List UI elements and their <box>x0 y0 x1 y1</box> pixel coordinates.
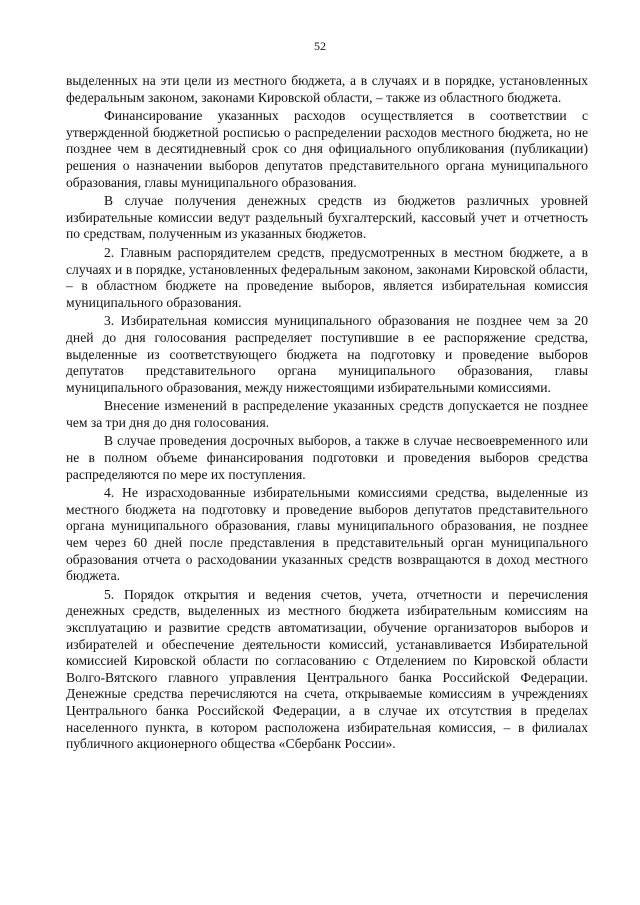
page-number: 52 <box>314 39 326 53</box>
paragraph-continuation: выделенных на эти цели из местного бюджета, а в случаях и в порядке, установленных федеральным законом, законами Кировской области, – также из областного бюджета. <box>66 73 588 105</box>
paragraph-item-4: 4. Не израсходованные избирательными комиссиями средства, выделенные из местного бюджета на подготовку и проведение выборов депутатов представительного органа муниципального образования, главы муниципального образования, не позднее чем через 60 дней после представления в представительный орган муниципального образования отчета о расходовании указанных средств возвращаются в доход местного бюджета. <box>66 485 588 584</box>
paragraph-item-5: 5. Порядок открытия и ведения счетов, учета, отчетности и перечисления денежных средств, выделенных из местного бюджета избирательным комиссиям на эксплуатацию и развитие средств автоматизации, обучение организаторов выборов и избирателей и обеспечение деятельности комиссий, устанавливается Избирательной комиссией Кировской области по согласованию с Отделением по Кировской области Волго-Вятского главного управления Центрального банка Российской Федерации. Денежные средства перечисляются на счета, открываемые комиссиям в учреждениях Центрального банка Российской Федерации, а в случае их отсутствия в пределах населенного пункта, в котором расположена избирательная комиссия, – в филиалах публичного акционерного общества «Сбербанк России». <box>66 586 588 752</box>
paragraph-item-3: 3. Избирательная комиссия муниципального образования не позднее чем за 20 дней до дня голосования распределяет поступившие в ее распоряжение средства, выделенные из соответствующего бюджета на подготовку и проведение выборов депутатов представительного органа муниципального образования, главы муниципального образования, между нижестоящими избирательными комиссиями. <box>66 313 588 395</box>
paragraph-item-2: 2. Главным распорядителем средств, предусмотренных в местном бюджете, а в случаях и в порядке, установленных федеральным законом, законами Кировской области, – в областном бюджете на проведение выборов, является избирательная комиссия муниципального образования. <box>66 244 588 310</box>
document-body <box>66 73 588 755</box>
paragraph-early-elections: В случае проведения досрочных выборов, а также в случае несвоевременного или не в полном объеме финансирования подготовки и проведения выборов средства распределяются по мере их поступления. <box>66 433 588 482</box>
paragraph-separate-accounting: В случае получения денежных средств из бюджетов различных уровней избирательные комиссии ведут раздельный бухгалтерский, кассовый учет и отчетность по средствам, полученным из указанных бюджетов. <box>66 193 588 242</box>
paragraph-financing: Финансирование указанных расходов осуществляется в соответствии с утвержденной бюджетной росписью о распределении расходов местного бюджета, но не позднее чем в десятидневный срок со дня официального опубликования (публикации) решения о назначении выборов депутатов представительного органа муниципального образования, главы муниципального образования. <box>66 108 588 190</box>
paragraph-distribution-changes: Внесение изменений в распределение указанных средств допускается не позднее чем за три дня до дня голосования. <box>66 398 588 430</box>
